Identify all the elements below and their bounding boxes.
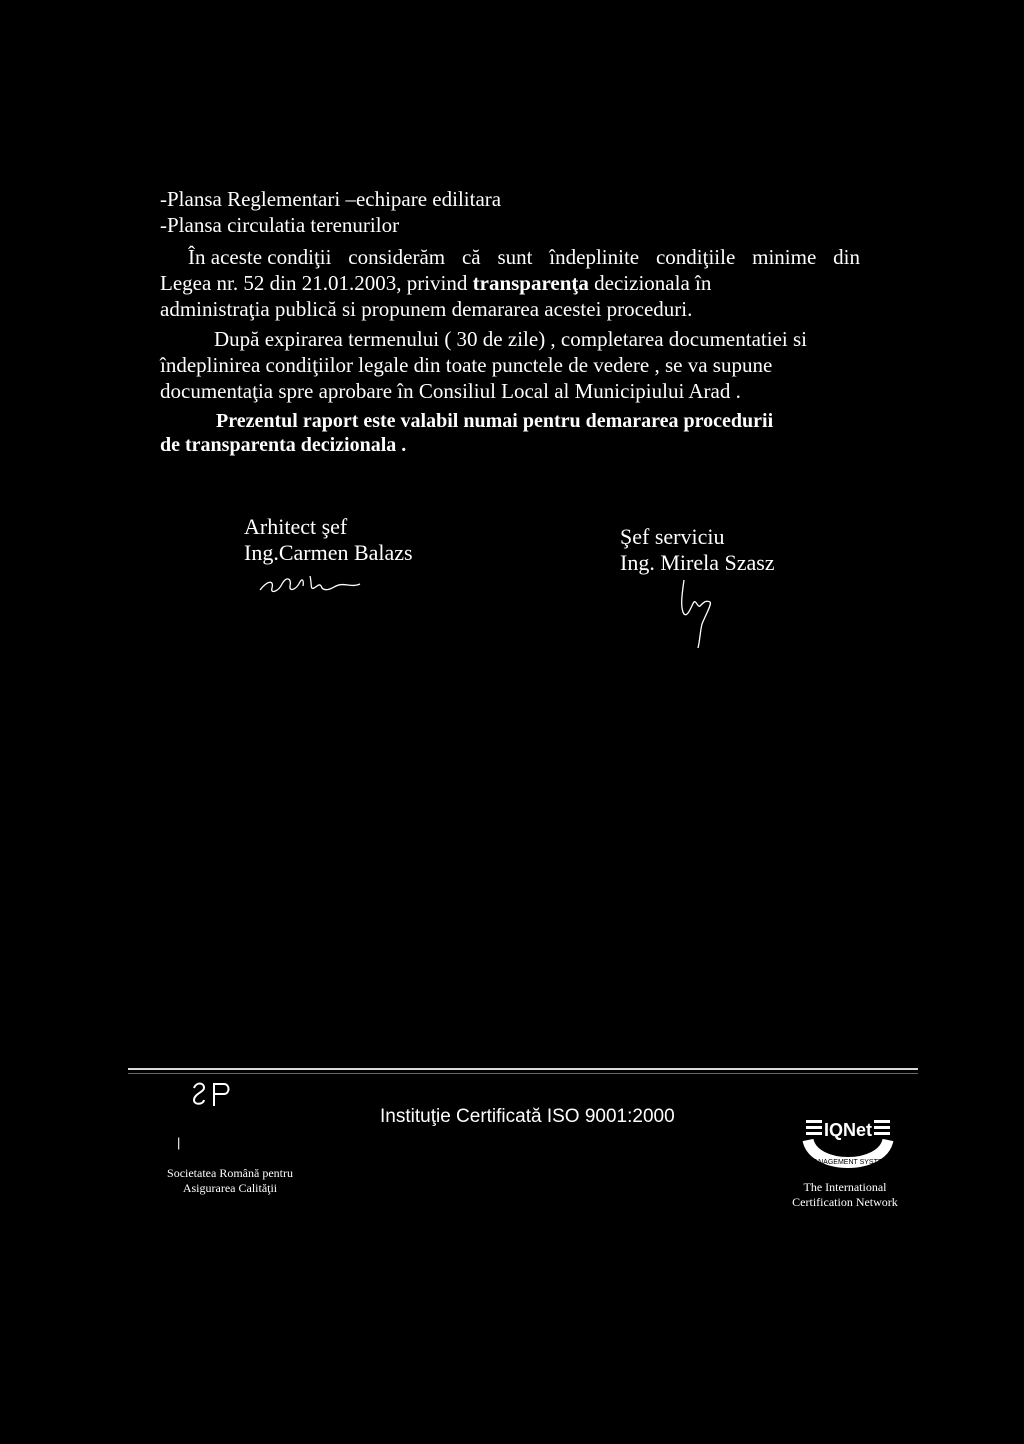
- footer-divider-thin: [128, 1073, 918, 1074]
- word: minime: [752, 245, 817, 269]
- body-line-2: -Plansa circulatia terenurilor: [160, 213, 400, 237]
- text-segment: decizionala în: [588, 271, 712, 295]
- word: din: [833, 245, 860, 269]
- svg-text:MANAGEMENT SYSTEM: MANAGEMENT SYSTEM: [807, 1159, 889, 1166]
- body-line-10: de transparenta decizionala .: [160, 434, 407, 456]
- body-line-3: [188, 244, 860, 270]
- iqnet-logo: [800, 1112, 896, 1178]
- svg-text:IQNet: IQNet: [823, 1120, 873, 1140]
- iqnet-caption: [770, 1180, 920, 1210]
- body-line-5: administraţia publică si propunem demararea acestei proceduri.: [160, 297, 693, 321]
- right-handwritten-signature: [670, 574, 720, 654]
- body-line-7: îndeplinirea condiţiilor legale din toate punctele de vedere , se va supune: [160, 353, 773, 377]
- body-line-8: documentaţia spre aprobare în Consiliul Local al Municipiului Arad .: [160, 379, 741, 403]
- bold-term: transparenţa: [472, 271, 589, 295]
- iso-certification-text: Instituţie Certificată ISO 9001:2000: [380, 1106, 675, 1127]
- srac-caption-line: Societatea Română pentru: [167, 1166, 293, 1180]
- srac-caption: [130, 1166, 330, 1196]
- right-signatory: [620, 524, 775, 576]
- word: îndeplinite: [549, 245, 640, 269]
- text-segment: Legea nr. 52 din 21.01.2003, privind: [160, 271, 473, 295]
- iqnet-caption-line: The International: [803, 1180, 887, 1194]
- body-line-4: [160, 270, 870, 296]
- right-signatory-name: Ing. Mirela Szasz: [620, 550, 775, 575]
- left-handwritten-signature: [256, 566, 366, 600]
- left-signatory-name: Ing.Carmen Balazs: [244, 540, 413, 565]
- right-signatory-title: Şef serviciu: [620, 524, 725, 549]
- iqnet-caption-line: Certification Network: [792, 1195, 898, 1209]
- body-line-9: Prezentul raport este valabil numai pentru demararea procedurii: [216, 410, 774, 432]
- word: În aceste condiţii: [188, 245, 332, 269]
- left-signatory: [244, 514, 413, 566]
- word: sunt: [497, 245, 533, 269]
- word: că: [461, 245, 481, 269]
- srac-logo: [190, 1078, 236, 1114]
- body-line-1: -Plansa Reglementari –echipare edilitara: [160, 187, 502, 211]
- word: condiţiile: [655, 245, 736, 269]
- footer-divider: [128, 1068, 918, 1070]
- srac-caption-line: Asigurarea Calităţii: [182, 1181, 278, 1195]
- srac-mark: |: [177, 1135, 181, 1150]
- body-line-6: După expirarea termenului ( 30 de zile) , completarea documentatiei si: [214, 327, 807, 351]
- word: considerăm: [348, 245, 446, 269]
- left-signatory-title: Arhitect şef: [244, 514, 348, 539]
